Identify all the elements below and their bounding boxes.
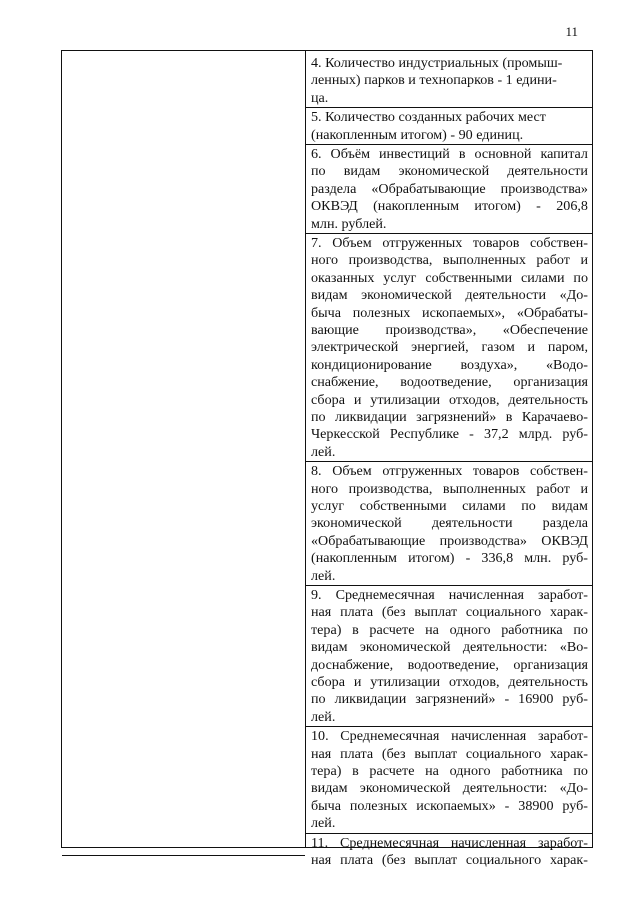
indicator-line: ная плата (без выплат социального харак- — [311, 745, 588, 762]
indicator-line: (накопленным итогом) - 336,8 млн. руб- — [311, 550, 588, 567]
indicator-line: 10. Среднемесячная начисленная заработ- — [311, 728, 588, 745]
indicator-line: ленных) парков и технопарков - 1 едини- — [311, 72, 557, 89]
indicator-line: 5. Количество созданных рабочих мест — [311, 109, 546, 126]
indicator-line: лей. — [311, 567, 336, 584]
indicator-line: видам экономической деятельности: «До- — [311, 780, 588, 797]
indicator-line: 11. Среднемесячная начисленная заработ- — [311, 834, 588, 851]
indicator-line: быча полезных ископаемых», «Обрабаты- — [311, 304, 588, 321]
indicator-line: 8. Объем отгруженных товаров собствен- — [311, 463, 588, 480]
indicator-line: услуг собственными силами по видам — [311, 498, 588, 514]
indicator-line: видам экономической деятельности «До- — [311, 287, 588, 304]
indicator-line: электрической энергией, газом и паром, — [311, 339, 588, 356]
indicator-line: тера) в расчете на одного работника по — [311, 763, 588, 779]
indicator-line: млн. рублей. — [311, 215, 387, 232]
indicator-line: 4. Количество индустриальных (промыш- — [311, 55, 563, 71]
indicator-line: тера) в расчете на одного работника по — [311, 621, 588, 638]
indicator-line: ная плата (без выплат социального харак- — [311, 852, 588, 868]
indicator-line: ная плата (без выплат социального харак- — [311, 604, 588, 621]
indicator-item — [306, 462, 592, 585]
indicator-line: снабжение, водоотведение, организация — [311, 374, 588, 391]
indicator-line: по ликвидации загрязнений» в Карачаево- — [311, 409, 588, 426]
indicator-line: кондиционирование воздуха», «Водо- — [311, 356, 588, 373]
indicator-line: лей. — [311, 815, 336, 832]
indicator-line: «Обрабатывающие производства» ОКВЭД — [311, 532, 588, 549]
indicator-line: экономической деятельности раздела — [311, 515, 588, 532]
page-number: 11 — [565, 24, 578, 39]
left-row-divider — [62, 855, 305, 856]
indicator-item — [306, 145, 592, 233]
indicator-line: вающие производства», «Обеспечение — [311, 322, 588, 339]
indicator-item — [306, 54, 592, 107]
indicator-line: ОКВЭД (накопленным итогом) - 206,8 — [311, 198, 588, 215]
indicators-table — [61, 50, 593, 868]
indicator-item — [306, 834, 592, 870]
indicators-column — [306, 52, 592, 868]
indicator-line: 6. Объём инвестиций в основной капитал — [311, 146, 588, 162]
indicator-line: лей. — [311, 708, 336, 725]
indicator-line: сбора и утилизации отходов, деятельность — [311, 674, 588, 691]
indicator-item — [306, 234, 592, 461]
indicator-line: лей. — [311, 443, 336, 460]
indicator-item — [306, 108, 592, 144]
left-column — [62, 51, 306, 847]
indicator-line: Черкесской Республике - 37,2 млрд. руб- — [311, 426, 588, 443]
indicator-line: ного производства, выполненных работ и — [311, 252, 588, 269]
indicator-line: сбора и утилизации отходов, деятельность — [311, 391, 588, 408]
indicator-line: ного производства, выполненных работ и — [311, 480, 588, 497]
indicator-line: видам экономической деятельности: «Во- — [311, 639, 588, 656]
indicator-line: быча полезных ископаемых» - 38900 руб- — [311, 797, 588, 814]
indicator-line: раздела «Обрабатывающие производства» — [311, 180, 588, 197]
indicator-line: оказанных услуг собственными силами по — [311, 269, 588, 286]
indicator-line: 7. Объем отгруженных товаров собствен- — [311, 235, 588, 251]
indicator-line: по ликвидации загрязнений» - 16900 руб- — [311, 691, 588, 708]
indicator-line: (накопленным итогом) - 90 единиц. — [311, 126, 524, 143]
indicator-line: доснабжение, водоотведение, организация — [311, 656, 588, 673]
indicator-line: ца. — [311, 89, 329, 106]
indicator-item — [306, 727, 592, 832]
indicator-item — [306, 586, 592, 726]
indicator-line: 9. Среднемесячная начисленная заработ- — [311, 587, 588, 603]
indicator-line: по видам экономической деятельности — [311, 163, 588, 180]
